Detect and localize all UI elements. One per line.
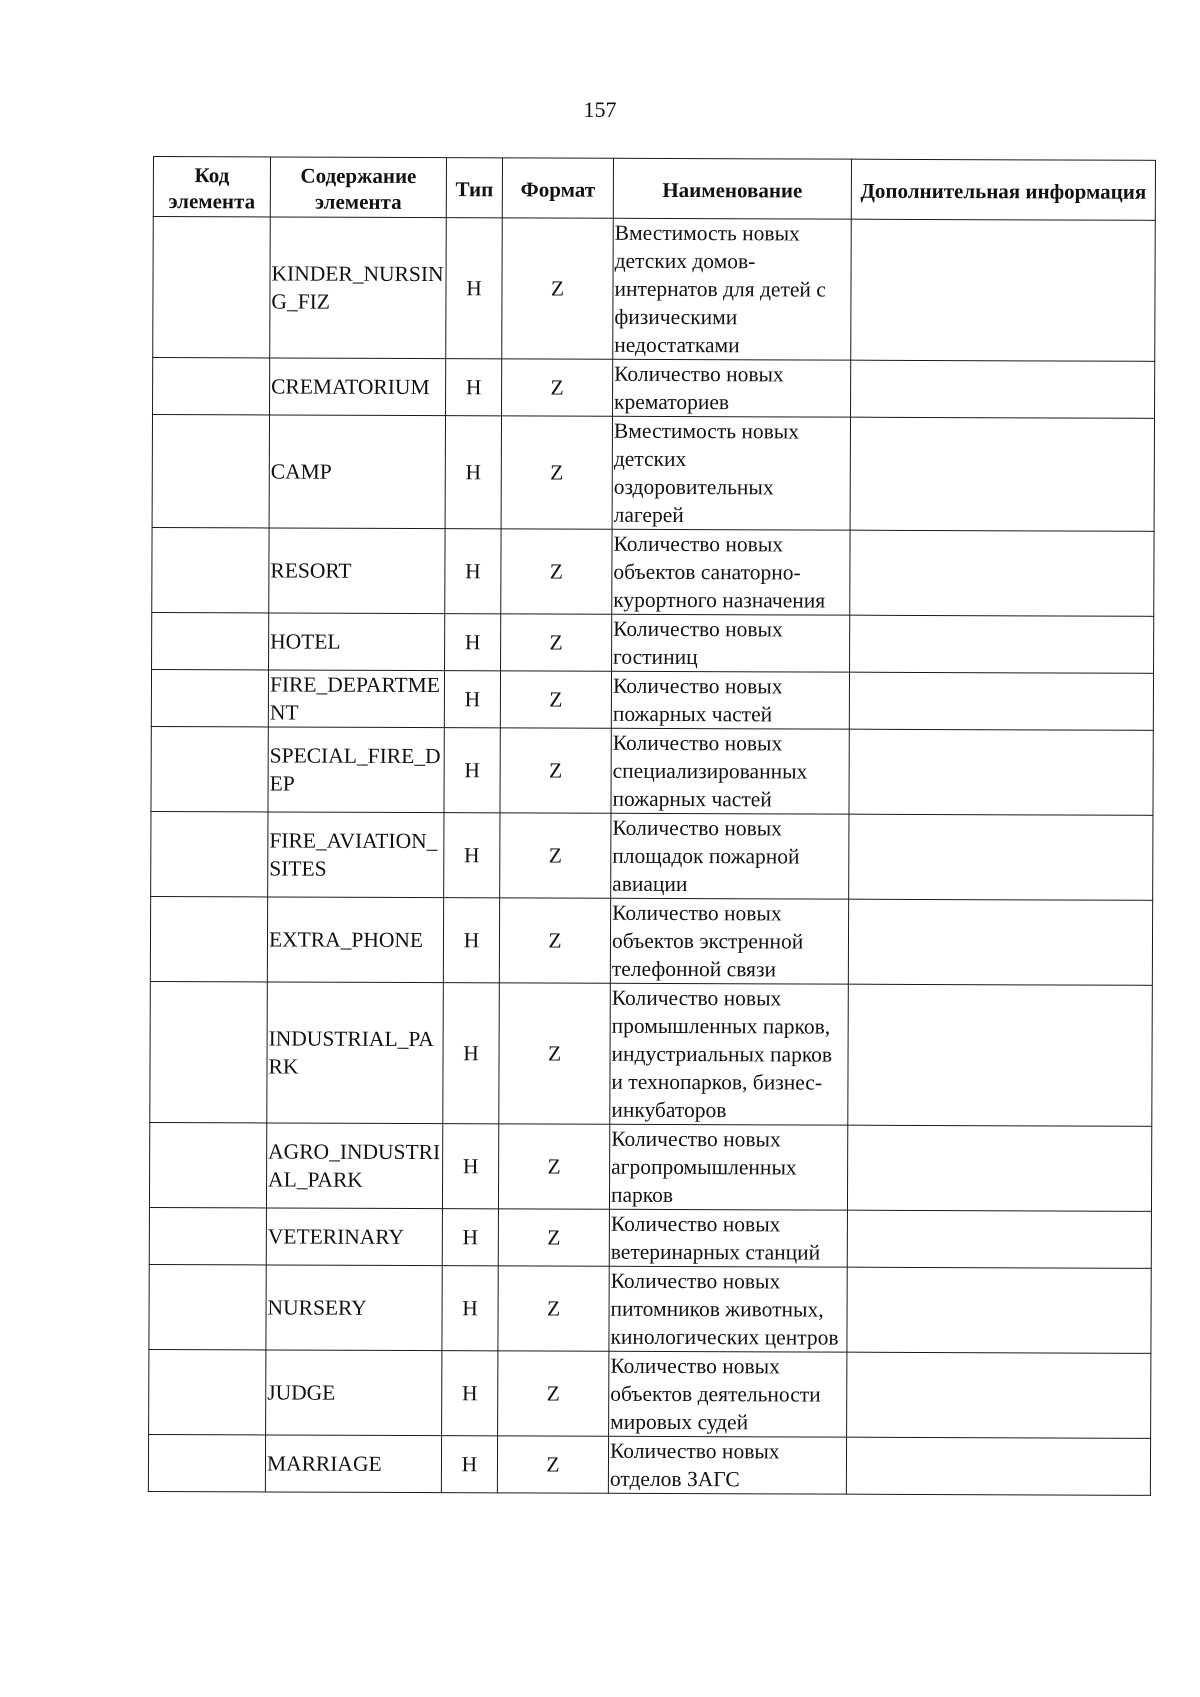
cell-content: AGRO_INDUSTRIAL_PARK	[266, 1123, 442, 1209]
table-row	[152, 415, 1154, 532]
cell-name: Количество новых отделов ЗАГС	[608, 1436, 846, 1494]
cell-type: H	[445, 614, 501, 671]
cell-name: Количество новых ветеринарных станций	[609, 1209, 847, 1267]
table-row	[148, 1434, 1150, 1495]
table-row	[151, 726, 1153, 815]
cell-name: Количество новых специализированных пожарных частей	[611, 728, 849, 814]
cell-type: H	[445, 529, 501, 614]
cell-extra	[847, 1125, 1151, 1211]
cell-code	[152, 415, 269, 528]
cell-format: Z	[501, 614, 612, 671]
table-row	[153, 358, 1155, 419]
cell-code	[151, 669, 268, 726]
table-body	[148, 217, 1155, 1496]
table-row	[149, 1349, 1151, 1438]
header-content: Содержание элемента	[270, 157, 446, 218]
cell-code	[149, 1122, 266, 1207]
cell-name: Вместимость новых детских оздоровительных лагерей	[612, 416, 850, 530]
cell-type: H	[442, 1124, 498, 1209]
cell-format: Z	[499, 898, 610, 983]
table-row	[152, 612, 1154, 673]
cell-code	[152, 612, 269, 669]
cell-code	[150, 981, 268, 1122]
header-code: Код элемента	[153, 157, 270, 217]
cell-content: NURSERY	[266, 1265, 442, 1351]
cell-content: SPECIAL_FIRE_DEP	[268, 727, 444, 813]
cell-extra	[849, 814, 1153, 900]
cell-format: Z	[502, 218, 614, 359]
cell-content: FIRE_AVIATION_SITES	[268, 812, 444, 898]
cell-type: H	[444, 671, 500, 728]
cell-code	[153, 358, 270, 415]
cell-extra	[848, 984, 1153, 1126]
cell-code	[148, 1434, 265, 1491]
cell-type: H	[441, 1436, 497, 1493]
page-number: 157	[583, 97, 617, 122]
header-row	[153, 157, 1155, 221]
cell-code	[152, 527, 269, 612]
cell-name: Количество новых площадок пожарной авиации	[611, 813, 849, 899]
header-format: Формат	[502, 158, 613, 218]
cell-extra	[851, 360, 1155, 418]
table-row	[151, 811, 1153, 900]
cell-name: Количество новых гостиниц	[612, 614, 850, 672]
cell-code	[149, 1349, 266, 1434]
table-row	[152, 527, 1154, 616]
cell-format: Z	[498, 1266, 609, 1351]
cell-extra	[851, 219, 1156, 361]
cell-format: Z	[501, 416, 612, 529]
cell-name: Количество новых агропромышленных парков	[609, 1124, 847, 1210]
cell-extra	[847, 1352, 1151, 1438]
table-row	[149, 1264, 1151, 1353]
cell-type: H	[444, 813, 500, 898]
cell-content: INDUSTRIAL_PARK	[267, 982, 444, 1124]
table-row	[149, 1122, 1151, 1211]
table-row	[149, 1207, 1151, 1268]
cell-type: H	[444, 728, 500, 813]
cell-type: H	[443, 898, 499, 983]
elements-table	[148, 156, 1156, 1496]
cell-extra	[849, 729, 1153, 815]
cell-content: CAMP	[269, 415, 445, 529]
cell-format: Z	[501, 529, 612, 614]
cell-extra	[850, 615, 1154, 673]
cell-content: KINDER_NURSING_FIZ	[270, 217, 447, 359]
cell-extra	[849, 672, 1153, 730]
cell-format: Z	[498, 1351, 609, 1436]
cell-type: H	[442, 1266, 498, 1351]
cell-extra	[847, 1267, 1151, 1353]
cell-extra	[850, 530, 1154, 616]
cell-code	[149, 1264, 266, 1349]
cell-name: Количество новых объектов экстренной телефонной связи	[610, 898, 848, 984]
header-name: Наименование	[613, 158, 851, 219]
cell-extra	[850, 417, 1154, 531]
cell-content: CREMATORIUM	[270, 358, 446, 416]
table-row	[150, 981, 1153, 1126]
header-type: Тип	[446, 158, 502, 218]
cell-extra	[846, 1437, 1150, 1495]
cell-name: Количество новых промышленных парков, индустриальных парков и технопарков, бизнес-инкубаторов	[610, 983, 849, 1125]
cell-code	[153, 217, 271, 358]
cell-format: Z	[500, 728, 611, 813]
cell-format: Z	[502, 359, 613, 416]
cell-format: Z	[499, 983, 611, 1124]
cell-type: H	[443, 983, 500, 1124]
cell-format: Z	[500, 671, 611, 728]
header-extra: Дополнительная информация	[851, 159, 1155, 220]
cell-content: RESORT	[269, 528, 445, 614]
table-row	[150, 896, 1152, 985]
cell-name: Количество новых питомников животных, кинологических центров	[609, 1266, 847, 1352]
cell-name: Количество новых крематориев	[613, 359, 851, 417]
cell-type: H	[445, 416, 501, 529]
cell-name: Количество новых объектов санаторно-курортного назначения	[612, 529, 850, 615]
cell-type: H	[446, 359, 502, 416]
cell-content: MARRIAGE	[265, 1435, 441, 1493]
cell-type: H	[442, 1351, 498, 1436]
cell-format: Z	[500, 813, 611, 898]
cell-code	[151, 726, 268, 811]
cell-content: VETERINARY	[266, 1208, 442, 1266]
table-row	[153, 217, 1156, 362]
cell-format: Z	[498, 1209, 609, 1266]
cell-content: HOTEL	[269, 613, 445, 671]
cell-extra	[848, 899, 1152, 985]
table-row	[151, 669, 1153, 730]
cell-name: Вместимость новых детских домов-интернатов для детей с физическими недостатками	[613, 218, 852, 360]
cell-code	[151, 811, 268, 896]
cell-content: EXTRA_PHONE	[267, 897, 443, 983]
cell-type: H	[446, 218, 503, 359]
cell-extra	[847, 1210, 1151, 1268]
cell-content: JUDGE	[266, 1350, 442, 1436]
cell-format: Z	[498, 1124, 609, 1209]
cell-code	[150, 896, 267, 981]
cell-content: FIRE_DEPARTMENT	[268, 670, 444, 728]
cell-name: Количество новых объектов деятельности мировых судей	[609, 1351, 847, 1437]
cell-name: Количество новых пожарных частей	[611, 671, 849, 729]
cell-code	[149, 1207, 266, 1264]
cell-type: H	[442, 1209, 498, 1266]
cell-format: Z	[497, 1436, 608, 1493]
